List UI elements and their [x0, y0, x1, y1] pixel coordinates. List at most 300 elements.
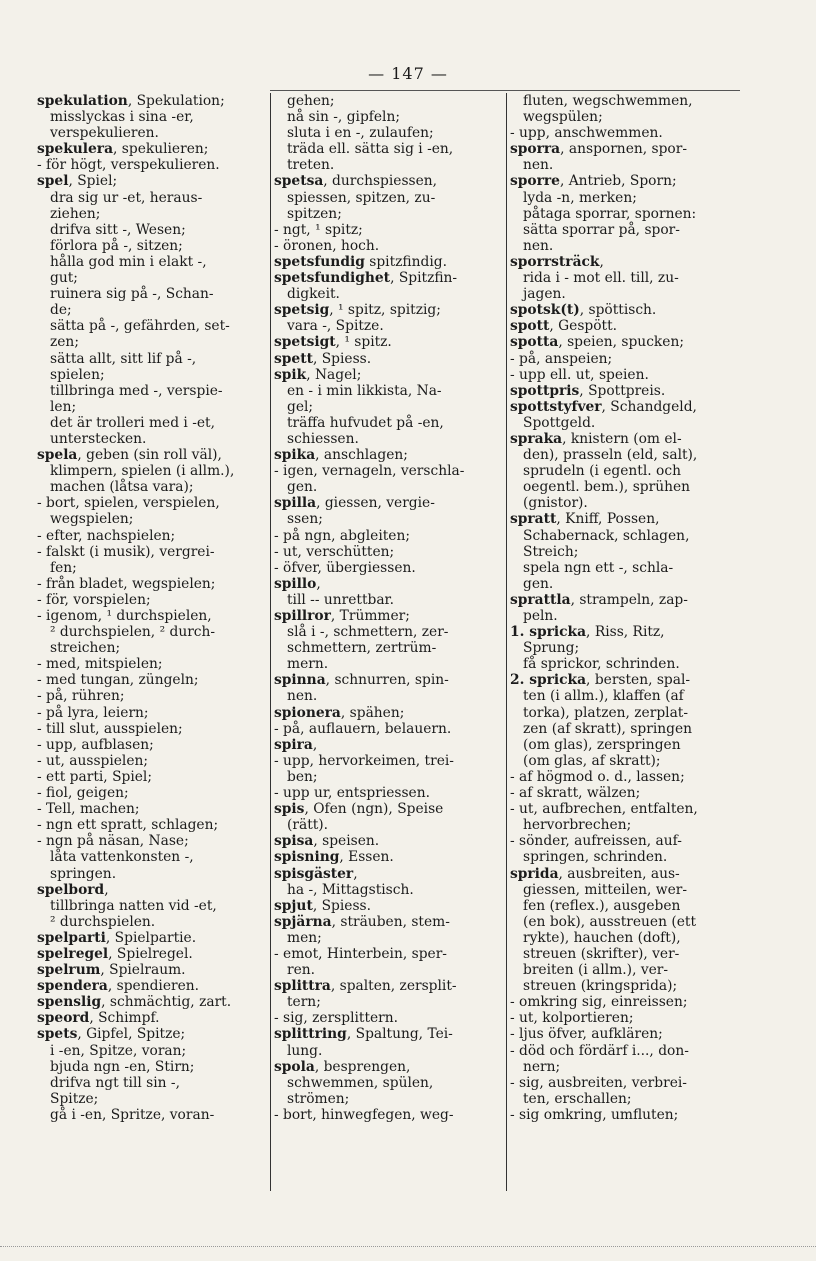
- entry-line: [274, 882, 503, 898]
- entry-text: , geben (sin roll väl),: [77, 447, 222, 464]
- entry-line: [510, 125, 739, 141]
- headword: spenslig: [37, 994, 102, 1011]
- entry-text: , schnurren, spin-: [325, 672, 449, 689]
- headword: spika: [274, 447, 316, 464]
- entry-headword-line: [274, 302, 503, 318]
- entry-line: [510, 190, 739, 206]
- entry-headword-line: [37, 141, 267, 157]
- entry-line: [274, 1043, 503, 1059]
- entry-line: [510, 1043, 739, 1059]
- entry-line: [510, 688, 739, 704]
- entry-headword-line: [37, 93, 267, 109]
- entry-text: sluta i en -, zulaufen;: [287, 125, 434, 142]
- entry-line: [274, 1075, 503, 1091]
- entry-text: , Gespött.: [549, 318, 618, 335]
- entry-line: [37, 544, 267, 560]
- entry-text: sprudeln (i egentl. och: [523, 463, 681, 480]
- entry-line: [274, 656, 503, 672]
- entry-text: - för högt, verspekulieren.: [37, 157, 220, 174]
- entry-text: rida i - mot ell. till, zu-: [523, 270, 679, 287]
- entry-text: treten.: [287, 157, 335, 174]
- entry-text: - ngn på näsan, Nase;: [37, 833, 189, 850]
- entry-text: , speien, spucken;: [558, 334, 684, 351]
- entry-line: [274, 624, 503, 640]
- entry-text: - sönder, aufreissen, auf-: [510, 833, 682, 850]
- entry-line: [37, 367, 267, 383]
- headword: spetsa: [274, 173, 324, 190]
- entry-text: , Schimpf.: [89, 1010, 160, 1027]
- entry-line: [37, 833, 267, 849]
- entry-line: [37, 351, 267, 367]
- entry-text: nen.: [523, 157, 554, 174]
- entry-line: [274, 383, 503, 399]
- entry-text: - med tungan, züngeln;: [37, 672, 199, 689]
- entry-line: [510, 415, 739, 431]
- headword: spendera: [37, 978, 108, 995]
- entry-text: , Spitzfin-: [390, 270, 458, 287]
- entry-text: schmettern, zertrüm-: [287, 640, 437, 657]
- entry-text: fen;: [50, 559, 77, 576]
- entry-text: , Essen.: [339, 849, 394, 866]
- entry-headword-line: [274, 270, 503, 286]
- entry-text: den), prasseln (eld, salt),: [523, 447, 698, 464]
- headword: spela: [37, 447, 78, 464]
- entry-text: - sig, zersplittern.: [274, 1010, 399, 1027]
- entry-line: [37, 190, 267, 206]
- headword: spricka: [529, 624, 587, 641]
- entry-line: [510, 769, 739, 785]
- entry-text: , ¹ spitz.: [335, 334, 392, 351]
- entry-headword-line: [274, 495, 503, 511]
- entry-line: [510, 962, 739, 978]
- entry-text: zen (af skratt), springen: [523, 720, 692, 737]
- entry-line: [510, 367, 739, 383]
- headword: spjärna: [274, 913, 332, 930]
- entry-headword-line: [274, 801, 503, 817]
- entry-text: oegentl. bem.), sprühen: [523, 479, 691, 496]
- headword: spillror: [274, 608, 331, 624]
- entry-line: [37, 608, 267, 624]
- entry-text: machen (låtsa vara);: [50, 479, 194, 496]
- entry-text: , Spiess.: [312, 350, 372, 367]
- entry-line: [274, 769, 503, 785]
- entry-text: Spitze;: [50, 1090, 99, 1107]
- entry-text: , sträuben, stem-: [331, 913, 450, 930]
- entry-line: [37, 463, 267, 479]
- entry-line: [274, 431, 503, 447]
- entry-text: , Riss, Ritz,: [586, 624, 665, 641]
- headword: spelparti: [37, 929, 106, 946]
- entry-text: låta vattenkonsten -,: [50, 849, 194, 866]
- entry-line: [510, 849, 739, 865]
- entry-text: (om glas, af skratt);: [523, 752, 661, 769]
- entry-headword-line: [274, 672, 503, 688]
- entry-text: streichen;: [50, 640, 121, 657]
- entry-line: [510, 608, 739, 624]
- entry-line: [37, 705, 267, 721]
- entry-headword-line: [510, 302, 739, 318]
- entry-text: (rätt).: [287, 817, 329, 834]
- entry-text: en - i min likkista, Na-: [287, 382, 442, 399]
- entry-text: gut;: [50, 270, 78, 287]
- entry-text: ² durchspielen, ² durch-: [50, 624, 216, 641]
- entry-text: - emot, Hinterbein, sper-: [274, 945, 447, 962]
- entry-text: (gnistor).: [523, 495, 588, 512]
- entry-text: träda ell. sätta sig i -en,: [287, 141, 454, 158]
- entry-text: spitzen;: [287, 205, 342, 222]
- entry-text: rykte), hauchen (doft),: [523, 929, 681, 946]
- entry-text: , giessen, vergie-: [316, 495, 435, 512]
- entry-line: [274, 1091, 503, 1107]
- entry-headword-line: [274, 1026, 503, 1042]
- entry-text: sätta sporrar på, spor-: [523, 221, 680, 238]
- headword: sporrsträck: [510, 253, 600, 270]
- entry-text: - Tell, machen;: [37, 801, 140, 818]
- entry-line: [510, 914, 739, 930]
- entry-text: gehen;: [287, 93, 335, 109]
- entry-text: , Spielraum.: [100, 962, 186, 979]
- entry-line: [37, 254, 267, 270]
- entry-line: [37, 238, 267, 254]
- entry-line: [37, 1075, 267, 1091]
- entry-headword-line: [510, 511, 739, 527]
- headword: spjut: [274, 897, 313, 914]
- entry-line: [37, 721, 267, 737]
- entry-text: , durchspiessen,: [323, 173, 438, 190]
- entry-line: [37, 1059, 267, 1075]
- entry-line: [37, 769, 267, 785]
- entry-text: gel;: [287, 398, 314, 415]
- entry-text: verspekulieren.: [50, 125, 159, 142]
- sense-number: 1.: [510, 624, 530, 641]
- entry-text: - af skratt, wälzen;: [510, 785, 641, 802]
- entry-line: [510, 1091, 739, 1107]
- entry-headword-line: [274, 833, 503, 849]
- entry-line: [37, 785, 267, 801]
- entry-headword-line: [274, 705, 503, 721]
- entry-text: ruinera sig på -, Schan-: [50, 286, 214, 303]
- entry-text: spiessen, spitzen, zu-: [287, 189, 436, 206]
- entry-text: - bort, spielen, verspielen,: [37, 495, 220, 512]
- entry-text: - ut, verschütten;: [274, 543, 395, 560]
- entry-line: [510, 93, 739, 109]
- entry-headword-line: [510, 318, 739, 334]
- headword: sporre: [510, 173, 560, 190]
- headword: spisning: [274, 849, 340, 866]
- entry-line: [510, 222, 739, 238]
- headword: splittra: [274, 978, 331, 995]
- headword: spett: [274, 350, 313, 367]
- entry-line: [274, 286, 503, 302]
- entry-line: [37, 415, 267, 431]
- headword: spola: [274, 1058, 315, 1075]
- entry-line: [37, 431, 267, 447]
- entry-text: peln.: [523, 608, 558, 624]
- entry-text: , spendieren.: [107, 978, 200, 995]
- entry-text: spitzfindig.: [364, 253, 447, 270]
- entry-line: [510, 721, 739, 737]
- headword: spetsfundig: [274, 253, 365, 270]
- entry-line: [274, 157, 503, 173]
- entry-text: ha -, Mittagstisch.: [287, 881, 414, 898]
- entry-line: [274, 544, 503, 560]
- entry-text: Spottgeld.: [523, 414, 596, 431]
- entry-line: [510, 656, 739, 672]
- column-1: [34, 93, 270, 1191]
- entry-text: - ljus öfver, aufklären;: [510, 1026, 663, 1043]
- headword: spisa: [274, 833, 314, 850]
- entry-headword-line: [37, 1010, 267, 1026]
- entry-text: gen.: [523, 575, 554, 592]
- entry-headword-line: [37, 447, 267, 463]
- entry-line: [37, 1091, 267, 1107]
- entry-line: [37, 511, 267, 527]
- entry-headword-line: [510, 383, 739, 399]
- entry-line: [37, 1107, 267, 1123]
- headword: spetsfundighet: [274, 270, 391, 287]
- entry-line: [274, 93, 503, 109]
- entry-headword-line: [510, 399, 739, 415]
- entry-line: [37, 576, 267, 592]
- page-number: — 147 —: [368, 64, 448, 83]
- entry-headword-line: [510, 254, 739, 270]
- entry-text: - efter, nachspielen;: [37, 527, 176, 544]
- entry-line: [37, 157, 267, 173]
- entry-line: [510, 1075, 739, 1091]
- entry-text: jagen.: [523, 286, 566, 303]
- headword: spotsk(t): [510, 302, 580, 319]
- entry-text: , strampeln, zap-: [570, 591, 688, 608]
- headword: spott: [510, 318, 550, 335]
- entry-text: , speisen.: [313, 833, 380, 850]
- entry-text: - igen, vernageln, verschla-: [274, 463, 465, 480]
- headword: sprattla: [510, 591, 571, 608]
- headword: speord: [37, 1010, 90, 1027]
- entry-line: [37, 737, 267, 753]
- entry-line: [37, 672, 267, 688]
- entry-text: sätta allt, sitt lif på -,: [50, 350, 197, 367]
- entry-text: wegspielen;: [50, 511, 134, 528]
- entry-headword-line: [37, 962, 267, 978]
- entry-line: [274, 946, 503, 962]
- entry-line: [274, 415, 503, 431]
- entry-text: , Spaltung, Tei-: [346, 1026, 453, 1043]
- entry-text: wegspülen;: [523, 109, 603, 126]
- entry-headword-line: [510, 624, 739, 640]
- entry-line: [510, 544, 739, 560]
- entry-text: ten, erschallen;: [523, 1090, 632, 1107]
- entry-text: i -en, Spitze, voran;: [50, 1042, 187, 1059]
- entry-text: sätta på -, gefährden, set-: [50, 318, 230, 335]
- entry-text: vara -, Spitze.: [287, 318, 384, 335]
- entry-line: [274, 141, 503, 157]
- entry-line: [37, 495, 267, 511]
- entry-text: lyda -n, merken;: [523, 189, 637, 206]
- entry-line: [510, 270, 739, 286]
- entry-line: [510, 882, 739, 898]
- entry-line: [37, 640, 267, 656]
- headword: spottpris: [510, 382, 580, 399]
- entry-text: nen.: [523, 237, 554, 254]
- entry-line: [274, 206, 503, 222]
- entry-text: - sig, ausbreiten, verbrei-: [510, 1074, 687, 1091]
- entry-text: , Ofen (ngn), Speise: [304, 801, 444, 818]
- entry-line: [37, 624, 267, 640]
- entry-text: , Spottpreis.: [579, 382, 666, 399]
- entry-text: , Schandgeld,: [601, 398, 697, 415]
- entry-text: len;: [50, 398, 77, 415]
- entry-line: [274, 753, 503, 769]
- entry-headword-line: [274, 576, 503, 592]
- entry-line: [274, 721, 503, 737]
- entry-line: [274, 560, 503, 576]
- entry-text: ssen;: [287, 511, 323, 528]
- entry-headword-line: [274, 254, 503, 270]
- entry-text: , spähen;: [340, 704, 405, 721]
- entry-line: [510, 479, 739, 495]
- entry-text: träffa hufvudet på -en,: [287, 414, 444, 431]
- entry-text: spela ngn ett -, schla-: [523, 559, 674, 576]
- entry-text: - upp ell. ut, speien.: [510, 366, 649, 383]
- entry-text: ,: [104, 881, 109, 898]
- entry-text: till -- unrettbar.: [287, 591, 395, 608]
- headword: spira: [274, 736, 313, 753]
- entry-line: [510, 785, 739, 801]
- entry-text: gen.: [287, 479, 318, 496]
- entry-text: digkeit.: [287, 286, 340, 303]
- entry-line: [274, 190, 503, 206]
- entry-text: unterstecken.: [50, 430, 147, 447]
- entry-line: [510, 1107, 739, 1123]
- entry-text: - upp, aufblasen;: [37, 736, 154, 753]
- headword: spratt: [510, 511, 557, 528]
- entry-text: - öfver, übergiessen.: [274, 559, 416, 576]
- entry-line: [510, 817, 739, 833]
- entry-line: [510, 576, 739, 592]
- entry-headword-line: [510, 173, 739, 189]
- entry-line: [510, 447, 739, 463]
- entry-text: - igenom, ¹ durchspielen,: [37, 608, 212, 624]
- entry-line: [274, 318, 503, 334]
- entry-text: - på, auflauern, belauern.: [274, 720, 452, 737]
- entry-text: drifva ngt till sin -,: [50, 1074, 180, 1091]
- entry-line: [37, 206, 267, 222]
- entry-text: springen.: [50, 865, 117, 882]
- entry-text: - på, anspeien;: [510, 350, 613, 367]
- entry-headword-line: [37, 1026, 267, 1042]
- entry-text: schwemmen, spülen,: [287, 1074, 434, 1091]
- entry-text: lung.: [287, 1042, 323, 1059]
- entry-text: - ngn ett spratt, schlagen;: [37, 817, 219, 834]
- entry-text: , anschlagen;: [315, 447, 408, 464]
- entry-text: bjuda ngn -en, Stirn;: [50, 1058, 195, 1075]
- entry-text: spielen;: [50, 366, 105, 383]
- entry-text: gå i -en, Spritze, voran-: [50, 1106, 215, 1123]
- entry-line: [510, 833, 739, 849]
- entry-headword-line: [274, 367, 503, 383]
- entry-line: [510, 351, 739, 367]
- headword: spelrum: [37, 962, 101, 979]
- entry-line: [510, 994, 739, 1010]
- entry-text: , besprengen,: [314, 1058, 411, 1075]
- entry-line: [37, 109, 267, 125]
- entry-headword-line: [510, 866, 739, 882]
- entry-line: [274, 222, 503, 238]
- entry-text: ten (i allm.), klaffen (af: [523, 688, 684, 705]
- entry-line: [274, 463, 503, 479]
- entry-text: streuen (kringsprida);: [523, 978, 678, 995]
- entry-text: ,: [353, 865, 358, 882]
- entry-line: [37, 592, 267, 608]
- entry-line: [510, 495, 739, 511]
- entry-line: [274, 785, 503, 801]
- entry-text: - upp ur, entspriessen.: [274, 785, 430, 802]
- entry-text: hålla god min i elakt -,: [50, 253, 207, 270]
- entry-line: [274, 994, 503, 1010]
- dictionary-columns: [34, 93, 742, 1191]
- entry-headword-line: [274, 898, 503, 914]
- entry-line: [510, 1010, 739, 1026]
- entry-text: , spöttisch.: [579, 302, 657, 319]
- entry-text: påtaga sporrar, spornen:: [523, 205, 697, 222]
- entry-line: [510, 705, 739, 721]
- entry-text: ziehen;: [50, 205, 101, 222]
- entry-text: få sprickor, schrinden.: [523, 656, 680, 673]
- entry-text: , schmächtig, zart.: [101, 994, 232, 1011]
- entry-line: [274, 528, 503, 544]
- entry-text: zen;: [50, 334, 79, 351]
- entry-text: , Gipfel, Spitze;: [77, 1026, 186, 1043]
- entry-text: Schabernack, schlagen,: [523, 527, 690, 544]
- entry-line: [37, 528, 267, 544]
- entry-text: de;: [50, 302, 72, 319]
- entry-text: springen, schrinden.: [523, 849, 668, 866]
- headword: spekulera: [37, 141, 114, 158]
- entry-text: tillbringa med -, verspie-: [50, 382, 223, 399]
- entry-text: - till slut, ausspielen;: [37, 720, 183, 737]
- entry-text: - upp, hervorkeimen, trei-: [274, 752, 454, 769]
- entry-line: [510, 560, 739, 576]
- headword: spraka: [510, 430, 563, 447]
- entry-text: , Kniff, Possen,: [556, 511, 660, 528]
- entry-text: - ut, aufbrechen, entfalten,: [510, 801, 698, 818]
- entry-text: , Spekulation;: [127, 93, 225, 109]
- entry-line: [510, 206, 739, 222]
- entry-text: - af högmod o. d., lassen;: [510, 768, 685, 785]
- entry-text: breiten (i allm.), ver-: [523, 962, 669, 979]
- entry-text: - sig omkring, umfluten;: [510, 1106, 679, 1123]
- entry-text: , Nagel;: [306, 366, 362, 383]
- entry-text: - ngt, ¹ spitz;: [274, 221, 363, 238]
- entry-headword-line: [37, 930, 267, 946]
- entry-headword-line: [274, 866, 503, 882]
- entry-headword-line: [37, 978, 267, 994]
- entry-text: (om glas), zerspringen: [523, 736, 681, 753]
- headword: sprida: [510, 865, 559, 882]
- headword: spionera: [274, 704, 341, 721]
- entry-text: - falskt (i musik), vergrei-: [37, 543, 215, 560]
- sense-number: 2.: [510, 672, 530, 689]
- entry-headword-line: [274, 608, 503, 624]
- entry-text: dra sig ur -et, heraus-: [50, 189, 203, 206]
- entry-text: ,: [316, 575, 321, 592]
- entry-line: [37, 801, 267, 817]
- entry-text: , Antrieb, Sporn;: [559, 173, 677, 190]
- entry-text: , anspornen, spor-: [560, 141, 687, 158]
- entry-line: [510, 930, 739, 946]
- entry-line: [37, 318, 267, 334]
- headword: splittring: [274, 1026, 347, 1043]
